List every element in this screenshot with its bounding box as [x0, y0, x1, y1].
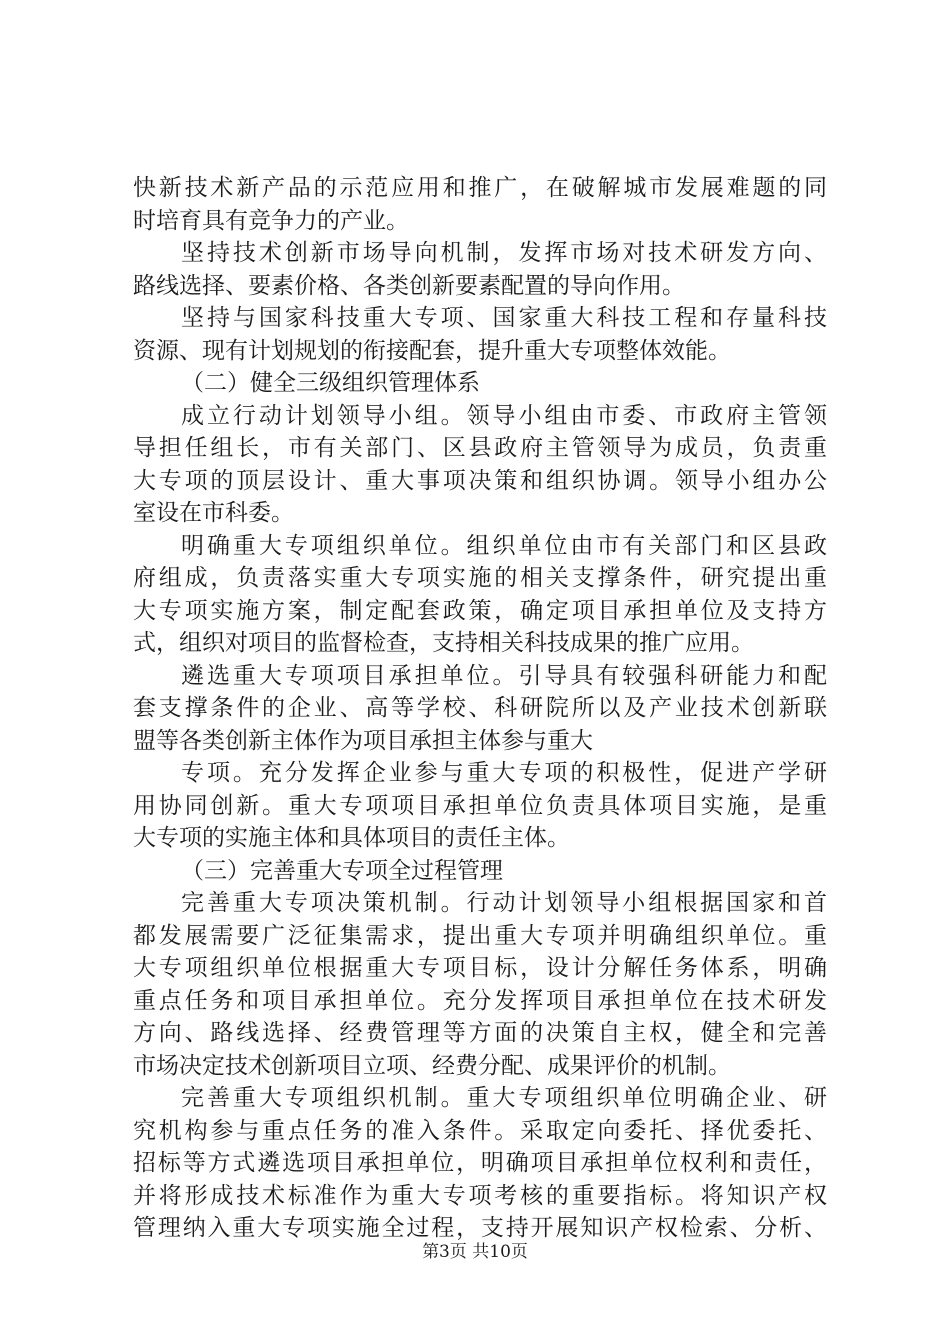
text-line: 招标等方式遴选项目承担单位，明确项目承担单位权利和责任， [133, 1150, 827, 1176]
text-line: 坚持与国家科技重大专项、国家重大科技工程和存量科技 [181, 305, 827, 331]
text-line: 套支撑条件的企业、高等学校、科研院所以及产业技术创新联 [133, 695, 827, 721]
page-footer: 第3页 共10页 [422, 1242, 528, 1262]
text-line: 遴选重大专项项目承担单位。引导具有较强科研能力和配 [181, 662, 827, 689]
text-line: 用协同创新。重大专项项目承担单位负责具体项目实施，是重 [133, 792, 827, 819]
text-line: 明确重大专项组织单位。组织单位由市有关部门和区县政 [181, 532, 827, 559]
text-line: 导担任组长，市有关部门、区县政府主管领导为成员，负责重 [133, 435, 827, 461]
text-line: 市场决定技术创新项目立项、经费分配、成果评价的机制。 [133, 1052, 731, 1079]
text-line: 坚持技术创新市场导向机制，发挥市场对技术研发方向、 [181, 240, 827, 266]
text-line: 快新技术新产品的示范应用和推广，在破解城市发展难题的同 [133, 175, 827, 201]
text-line: 专项。充分发挥企业参与重大专项的积极性，促进产学研 [181, 760, 827, 786]
text-line: 府组成，负责落实重大专项实施的相关支撑条件，研究提出重 [133, 565, 827, 591]
text-line: 方向、路线选择、经费管理等方面的决策自主权，健全和完善 [133, 1020, 827, 1046]
text-line: 完善重大专项组织机制。重大专项组织单位明确企业、研 [181, 1085, 827, 1111]
document-body [133, 172, 827, 1245]
text-line: 大专项的实施主体和具体项目的责任主体。 [133, 825, 570, 851]
text-line: 管理纳入重大专项实施全过程，支持开展知识产权检索、分析、 [133, 1215, 827, 1241]
text-line: 成立行动计划领导小组。领导小组由市委、市政府主管领 [181, 402, 827, 429]
text-line: 式，组织对项目的监督检查，支持相关科技成果的推广应用。 [133, 630, 754, 656]
text-line: 时培育具有竞争力的产业。 [133, 207, 409, 234]
text-line: 重点任务和项目承担单位。充分发挥项目承担单位在技术研发 [133, 987, 827, 1014]
text-line: （二）健全三级组织管理体系 [181, 370, 480, 396]
text-line: （三）完善重大专项全过程管理 [181, 857, 503, 884]
text-line: 都发展需要广泛征集需求，提出重大专项并明确组织单位。重 [133, 922, 827, 949]
text-line: 室设在市科委。 [133, 500, 294, 526]
text-line: 资源、现有计划规划的衔接配套，提升重大专项整体效能。 [133, 337, 731, 364]
text-line: 路线选择、要素价格、各类创新要素配置的导向作用。 [133, 272, 685, 299]
text-line: 大专项实施方案，制定配套政策，确定项目承担单位及支持方 [133, 597, 827, 624]
text-line: 盟等各类创新主体作为项目承担主体参与重大 [133, 727, 593, 754]
text-line: 完善重大专项决策机制。行动计划领导小组根据国家和首 [181, 890, 827, 916]
text-line: 并将形成技术标准作为重大专项考核的重要指标。将知识产权 [133, 1182, 827, 1209]
text-line: 大专项的顶层设计、重大事项决策和组织协调。领导小组办公 [133, 467, 827, 494]
text-line: 大专项组织单位根据重大专项目标，设计分解任务体系，明确 [133, 955, 827, 981]
text-line: 究机构参与重点任务的准入条件。采取定向委托、择优委托、 [133, 1117, 827, 1144]
